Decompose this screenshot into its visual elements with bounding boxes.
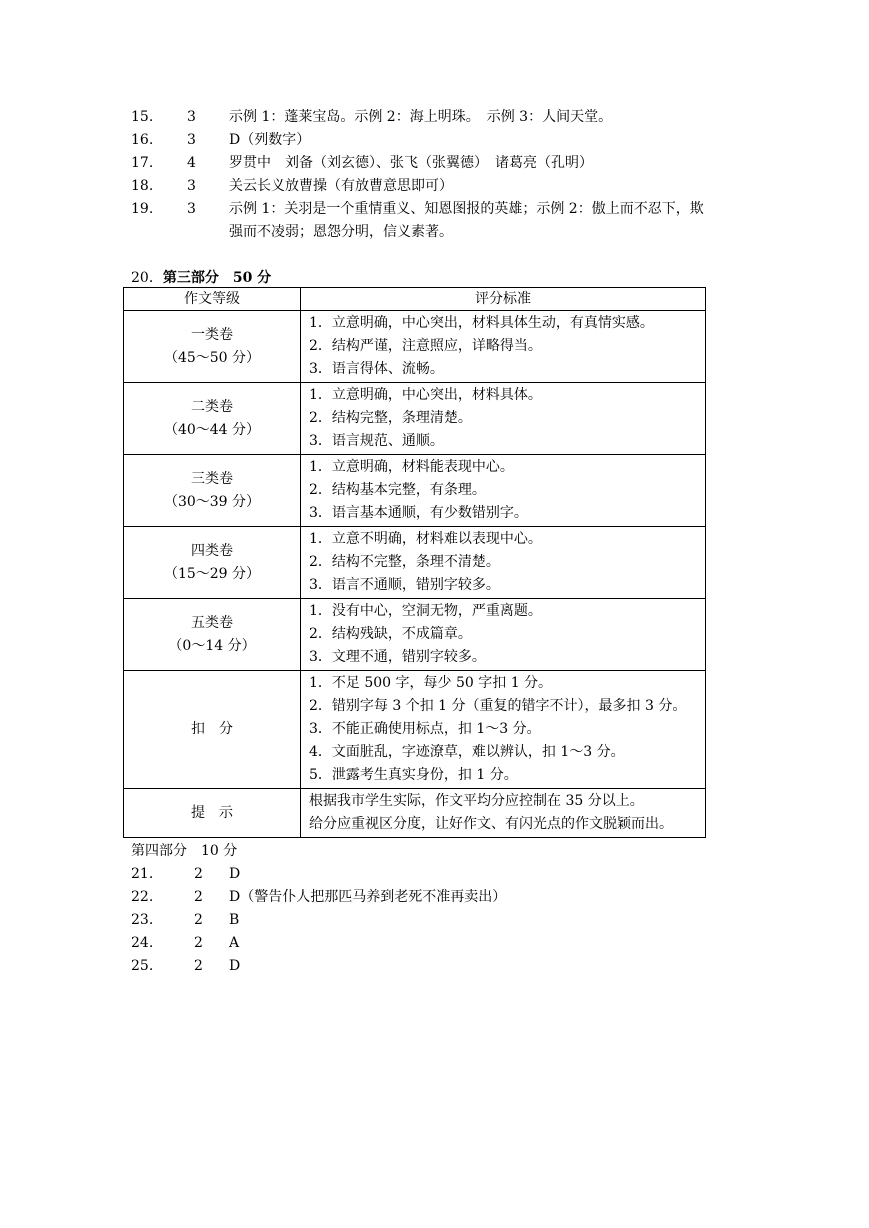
grade-range: （45～50 分）	[163, 349, 261, 366]
criteria-line: 1．立意明确，材料能表现中心。	[309, 459, 514, 475]
question-answer: 示例 1：蓬莱宝岛。示例 2：海上明珠。 示例 3：人间天堂。	[229, 109, 613, 125]
question-score: 4	[187, 155, 196, 171]
table-row	[124, 599, 706, 671]
table-row	[124, 311, 706, 383]
table-row	[124, 455, 706, 527]
criteria-line: 3．不能正确使用标点，扣 1～3 分。	[309, 721, 541, 737]
grade-range: （15～29 分）	[163, 565, 261, 582]
question-answer: 关云长义放曹操（有放曹意思即可）	[229, 178, 453, 194]
criteria-line: 1．立意明确，中心突出，材料具体。	[309, 387, 542, 403]
grade-range: （30～39 分）	[163, 493, 261, 510]
grade-cell	[124, 599, 301, 671]
grade-cell	[124, 527, 301, 599]
grade-name: 二类卷	[191, 398, 233, 415]
question-answer: D	[229, 866, 241, 882]
question-number: 24.	[131, 935, 154, 951]
question-number: 19.	[131, 201, 154, 217]
criteria-cell	[301, 527, 706, 599]
essay-grading-table	[123, 287, 706, 838]
answer-19-continuation: 强而不凌弱；恩怨分明，信义素著。	[229, 224, 453, 240]
table-header-row	[124, 288, 706, 311]
header-criteria: 评分标准	[301, 288, 706, 311]
question-answer: D（列数字）	[229, 132, 311, 148]
question-score: 2	[194, 935, 203, 951]
criteria-cell	[301, 383, 706, 455]
table-row	[124, 789, 706, 838]
question-number: 25.	[131, 958, 154, 974]
part3-title: 第三部分 50 分	[162, 270, 272, 286]
criteria-line: 2．结构基本完整，有条理。	[309, 482, 486, 498]
criteria-line: 根据我市学生实际，作文平均分应控制在 35 分以上。	[309, 793, 644, 809]
criteria-cell	[301, 789, 706, 838]
question-answer: 罗贯中 刘备（刘玄德）、张飞（张翼德） 诸葛亮（孔明）	[229, 155, 593, 171]
criteria-line: 1．立意不明确，材料难以表现中心。	[309, 531, 542, 547]
table-row	[124, 671, 706, 789]
question-score: 3	[187, 201, 196, 217]
criteria-line: 2．结构严谨，注意照应，详略得当。	[309, 338, 542, 354]
question-score: 3	[187, 178, 196, 194]
part3-prefix: 20．	[131, 270, 163, 286]
grade-range: （40～44 分）	[163, 421, 261, 438]
criteria-line: 2．错别字每 3 个扣 1 分（重复的错字不计），最多扣 3 分。	[309, 698, 687, 714]
question-number: 17.	[131, 155, 154, 171]
question-number: 15.	[131, 109, 154, 125]
question-score: 2	[194, 889, 203, 905]
grade-range: （0～14 分）	[168, 637, 256, 654]
criteria-line: 3．语言基本通顺，有少数错别字。	[309, 505, 528, 521]
question-answer: B	[229, 912, 240, 928]
question-number: 22.	[131, 889, 154, 905]
criteria-line: 3．语言得体、流畅。	[309, 361, 444, 377]
question-score: 2	[194, 912, 203, 928]
criteria-line: 1．没有中心，空洞无物，严重离题。	[309, 603, 542, 619]
criteria-line: 1．立意明确，中心突出，材料具体生动，有真情实感。	[309, 315, 654, 331]
question-answer: D（警告仆人把那匹马养到老死不准再卖出）	[229, 889, 507, 905]
criteria-cell	[301, 671, 706, 789]
question-number: 21.	[131, 866, 154, 882]
question-answer: A	[229, 935, 240, 951]
criteria-line: 4．文面脏乱，字迹潦草，难以辨认，扣 1～3 分。	[309, 744, 625, 760]
criteria-line: 5．泄露考生真实身份，扣 1 分。	[309, 767, 518, 783]
grade-cell	[124, 789, 301, 838]
part3-heading	[131, 267, 271, 289]
criteria-line: 2．结构不完整，条理不清楚。	[309, 554, 500, 570]
question-score: 3	[187, 132, 196, 148]
question-number: 18.	[131, 178, 154, 194]
question-answer: 示例 1：关羽是一个重情重义、知恩图报的英雄；示例 2：傲上而不忍下，欺	[229, 201, 704, 217]
grade-cell	[124, 671, 301, 789]
grade-name: 五类卷	[191, 614, 233, 631]
criteria-line: 2．结构残缺，不成篇章。	[309, 626, 472, 642]
criteria-line: 3．语言不通顺，错别字较多。	[309, 577, 500, 593]
grade-cell	[124, 383, 301, 455]
grade-name: 扣 分	[191, 721, 233, 737]
criteria-line: 给分应重视区分度，让好作文、有闪光点的作文脱颖而出。	[309, 816, 673, 832]
part4-heading: 第四部分 10 分	[131, 843, 238, 859]
header-grade: 作文等级	[124, 288, 301, 311]
grade-name: 一类卷	[191, 326, 233, 343]
criteria-line: 2．结构完整，条理清楚。	[309, 410, 472, 426]
criteria-line: 3．文理不通，错别字较多。	[309, 649, 486, 665]
question-score: 2	[194, 958, 203, 974]
criteria-cell	[301, 599, 706, 671]
question-number: 23.	[131, 912, 154, 928]
table-row	[124, 383, 706, 455]
criteria-line: 3．语言规范、通顺。	[309, 433, 444, 449]
question-score: 2	[194, 866, 203, 882]
grade-name: 三类卷	[191, 470, 233, 487]
grade-name: 四类卷	[191, 542, 233, 559]
question-score: 3	[187, 109, 196, 125]
grade-name: 提 示	[191, 804, 233, 821]
grade-cell	[124, 311, 301, 383]
criteria-cell	[301, 311, 706, 383]
grade-cell	[124, 455, 301, 527]
question-number: 16.	[131, 132, 154, 148]
criteria-line: 1．不足 500 字，每少 50 字扣 1 分。	[309, 675, 553, 691]
question-answer: D	[229, 958, 241, 974]
table-row	[124, 527, 706, 599]
criteria-cell	[301, 455, 706, 527]
